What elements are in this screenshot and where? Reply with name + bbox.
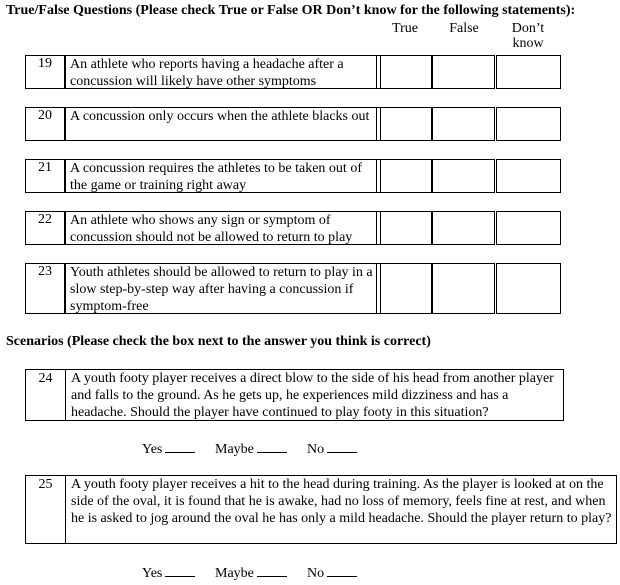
- answer-false-20[interactable]: [432, 107, 495, 141]
- scenario-25-no-option[interactable]: [307, 564, 357, 582]
- question-text-box: [65, 55, 381, 89]
- question-number: 23: [25, 263, 65, 314]
- question-text-box: [65, 159, 381, 193]
- option-label: Maybe: [215, 566, 254, 581]
- question-text: A concussion only occurs when the athlete blacks out: [70, 109, 370, 124]
- answer-false-22[interactable]: [432, 211, 495, 245]
- scenario-24-maybe-option[interactable]: [215, 440, 287, 458]
- question-text-box: [65, 107, 381, 141]
- question-number: 22: [25, 211, 65, 245]
- tf-section-heading: True/False Questions (Please check True or False OR Don’t know for the following statements):: [6, 3, 576, 18]
- answer-dontknow-21[interactable]: [496, 159, 561, 193]
- question-text: An athlete who shows any sign or symptom of concussion should not be allowed to return to play: [70, 213, 353, 245]
- answer-blank[interactable]: [327, 564, 357, 577]
- scenario-25-maybe-option[interactable]: [215, 564, 287, 582]
- answer-blank[interactable]: [257, 440, 287, 453]
- option-label: Maybe: [215, 442, 254, 457]
- option-label: No: [307, 566, 325, 581]
- answer-dontknow-22[interactable]: [496, 211, 561, 245]
- question-number: 21: [25, 159, 65, 193]
- answer-false-19[interactable]: [432, 55, 495, 89]
- question-text: Youth athletes should be allowed to return to play in a slow step-by-step way after having a concussion if symptom-free: [70, 265, 373, 314]
- question-number: 20: [25, 107, 65, 141]
- question-text-box: [65, 211, 381, 245]
- scenario-24: [25, 369, 564, 421]
- answer-dontknow-19[interactable]: [496, 55, 561, 89]
- scenario-25-yes-option[interactable]: [142, 564, 195, 582]
- scenario-number: 25: [26, 476, 66, 543]
- question-text: An athlete who reports having a headache after a concussion will likely have other symptoms: [70, 57, 344, 89]
- col-header-dontknow: Don’t know: [511, 21, 545, 51]
- scenario-text: A youth footy player receives a hit to the head during training. As the player is looked at on the side of the oval, it is found that he is awake, had no loss of memory, feels fine at rest, and when he is asked to jog around the oval he has only a mild headache. Should the player return to play?: [71, 477, 612, 526]
- scenario-number: 24: [26, 370, 66, 420]
- col-header-false: False: [449, 21, 479, 36]
- scenario-24-no-option[interactable]: [307, 440, 357, 458]
- scenario-section-heading: Scenarios (Please check the box next to the answer you think is correct): [6, 334, 431, 349]
- answer-false-21[interactable]: [432, 159, 495, 193]
- answer-true-23[interactable]: [376, 263, 432, 314]
- answer-dontknow-20[interactable]: [496, 107, 561, 141]
- answer-true-20[interactable]: [376, 107, 432, 141]
- answer-true-22[interactable]: [376, 211, 432, 245]
- question-text-box: [65, 263, 381, 314]
- answer-dontknow-23[interactable]: [496, 263, 561, 314]
- option-label: No: [307, 442, 325, 457]
- scenario-text: A youth footy player receives a direct blow to the side of his head from another player and falls to the ground. As he gets up, he experiences mild dizziness and has a headache. Should the player have continued to play footy in this situation?: [71, 371, 554, 420]
- option-label: Yes: [142, 442, 163, 457]
- answer-blank[interactable]: [165, 564, 195, 577]
- question-number: 19: [25, 55, 65, 89]
- answer-blank[interactable]: [327, 440, 357, 453]
- question-text: A concussion requires the athletes to be taken out of the game or training right away: [70, 161, 362, 193]
- scenario-24-yes-option[interactable]: [142, 440, 195, 458]
- scenario-25: [25, 475, 617, 544]
- answer-true-21[interactable]: [376, 159, 432, 193]
- option-label: Yes: [142, 566, 163, 581]
- col-header-true: True: [392, 21, 418, 36]
- answer-true-19[interactable]: [376, 55, 432, 89]
- answer-blank[interactable]: [257, 564, 287, 577]
- answer-false-23[interactable]: [432, 263, 495, 314]
- answer-blank[interactable]: [165, 440, 195, 453]
